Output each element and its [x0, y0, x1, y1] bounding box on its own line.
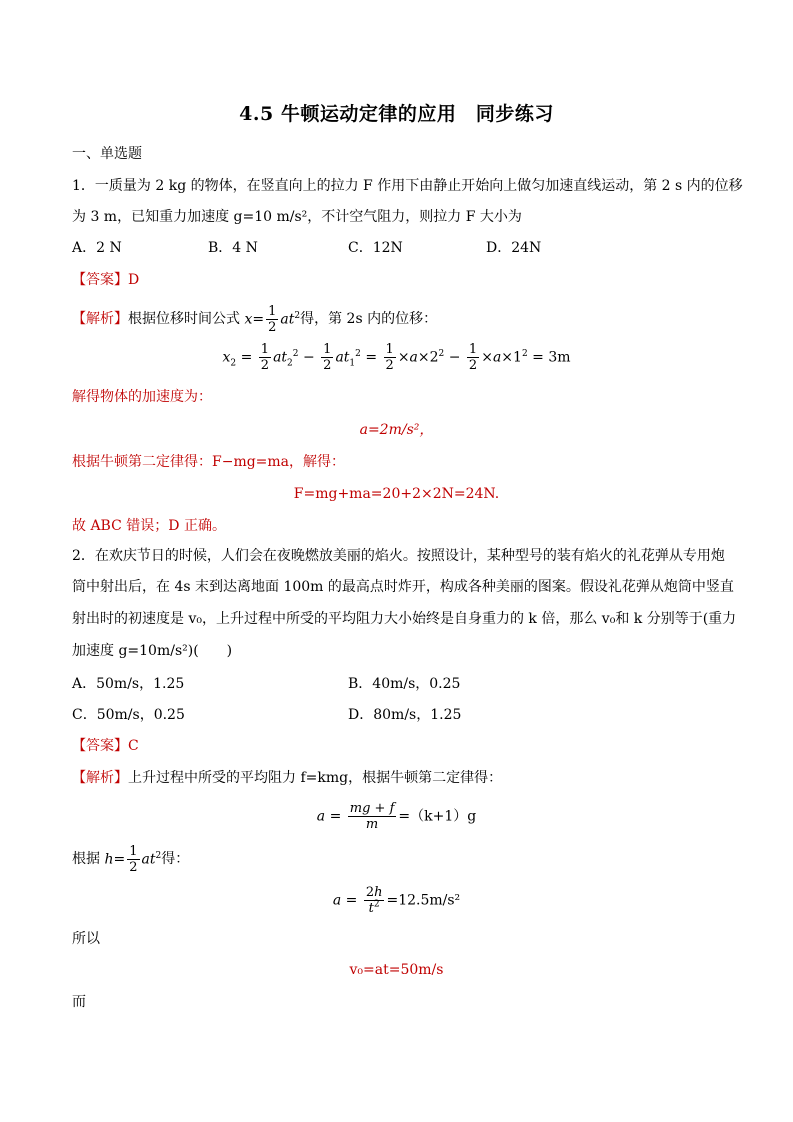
q2-equation-acceleration-2: a = $\frac{2h}{t^2}$ =12.5m/s² — [332, 884, 461, 916]
q2-analysis — [72, 768, 721, 788]
q1-answer — [72, 270, 721, 290]
q2-stem-line-3: 射出时的初速度是 v₀，上升过程中所受的平均阻力大小始终是自身重力的 k 倍，那么 v₀和 k 分别等于(重力 — [72, 611, 737, 627]
displacement-formula: x= $\frac{1}{2}$ $at^2$ — [244, 303, 301, 335]
answer-tag: 【答案】 — [72, 738, 128, 754]
q1-stem-line-2: 为 3 m，已知重力加速度 g=10 m/s²，不计空气阻力，则拉力 F 大小为 — [72, 209, 522, 225]
section-heading: 一、单选题 — [72, 146, 142, 162]
analysis-text: 上升过程中所受的平均阻力 f=kmg，根据牛顿第二定律得： — [128, 770, 503, 786]
analysis-intro-text: 根据位移时间公式 — [128, 311, 240, 327]
eq-a2-result: =12.5m/s² — [386, 892, 461, 908]
q1-conclusion: 故 ABC 错误；D 正确。 — [72, 518, 226, 534]
analysis-intro-tail: 得，第 2s 内的位移： — [300, 311, 438, 327]
q2-option-d: D．80m/s，1.25 — [348, 707, 462, 723]
h-label-post: 得： — [161, 851, 190, 867]
q2-and-label: 而 — [72, 994, 86, 1010]
q2-stem-line-1: 2．在欢庆节日的时候，人们会在夜晚燃放美丽的焰火。按照设计，某种型号的装有焰火的礼花弹从专用炮 — [72, 548, 725, 564]
q1-option-c: C．12N — [348, 240, 403, 256]
eq-a-tail: =（k+1）g — [398, 808, 477, 824]
q2-equation-acceleration: a = $\frac{mg + f}{m}$ =（k+1）g — [316, 800, 477, 832]
q1-newton-label: 根据牛顿第二定律得：F−mg=ma，解得： — [72, 454, 346, 470]
q2-answer — [72, 736, 721, 756]
eq1-result: 3m — [548, 349, 571, 365]
q1-accel-value: a=2m/s²， — [359, 422, 434, 438]
q1-option-b: B．4 N — [208, 240, 258, 256]
q2-option-a: A．50m/s，1.25 — [72, 676, 185, 692]
analysis-tag: 【解析】 — [72, 311, 128, 327]
page-title: 4.5 牛顿运动定律的应用 同步练习 — [239, 103, 554, 125]
q1-force-result: F=mg+ma=20+2×2N=24N. — [293, 486, 500, 502]
q2-option-b: B．40m/s，0.25 — [348, 676, 461, 692]
q1-equation-displacement: $x_2$ = $\frac{1}{2}$ $at_2^2$ − $\frac{1}{2}$ $at_1^2$ = $\frac{1}{2}$ $\times a\times 2^2$ − $\frac{1}{2}$ $\times a\times 1^2 = 3m$ — [222, 341, 571, 373]
answer-value: D — [128, 272, 140, 288]
q2-stem-line-4: 加速度 g=10m/s²)( ) — [72, 643, 233, 659]
q1-option-d: D．24N — [486, 240, 542, 256]
q2-v0-result: v₀=at=50m/s — [349, 962, 444, 978]
q1-stem-line-1: 1．一质量为 2 kg 的物体，在竖直向上的拉力 F 作用下由静止开始向上做匀加速直线运动，第 2 s 内的位移 — [72, 178, 743, 194]
q2-option-c: C．50m/s，0.25 — [72, 707, 185, 723]
height-formula: h= $\frac{1}{2}$ $at^2$ — [104, 843, 162, 875]
q2-so-label: 所以 — [72, 931, 100, 947]
answer-value: C — [128, 738, 139, 754]
h-label-pre: 根据 — [72, 851, 100, 867]
q1-solve-accel-label: 解得物体的加速度为： — [72, 389, 212, 405]
q1-option-a: A．2 N — [72, 240, 122, 256]
answer-tag: 【答案】 — [72, 272, 128, 288]
q2-stem-line-2: 筒中射出后，在 4s 末到达离地面 100m 的最高点时炸开，构成各种美丽的图案。假设礼花弹从炮筒中竖直 — [72, 579, 734, 595]
q2-h-formula-line — [72, 844, 721, 874]
q1-analysis-intro — [72, 304, 721, 334]
analysis-tag: 【解析】 — [72, 770, 128, 786]
